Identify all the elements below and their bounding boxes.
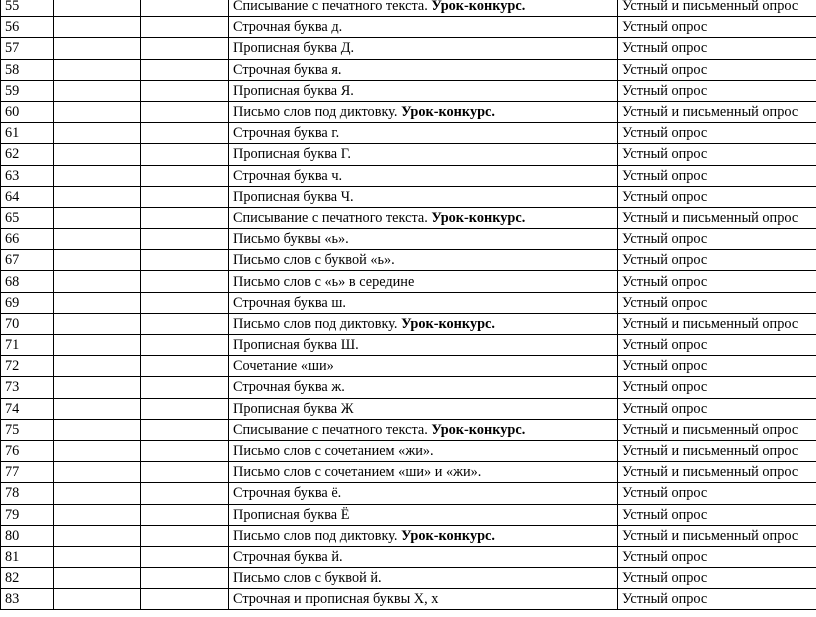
control-form-cell: Устный опрос — [618, 589, 816, 610]
control-form-cell: Устный опрос — [618, 250, 816, 271]
empty-cell — [141, 59, 229, 80]
empty-cell — [141, 123, 229, 144]
lesson-topic-text: Строчная буква й. — [233, 548, 343, 565]
empty-cell — [54, 462, 141, 483]
empty-cell — [141, 462, 229, 483]
empty-cell — [141, 17, 229, 38]
empty-cell — [141, 101, 229, 122]
table-row — [1, 80, 816, 101]
lesson-number-cell: 60 — [1, 101, 54, 122]
empty-cell — [54, 568, 141, 589]
empty-cell — [141, 335, 229, 356]
lesson-number-cell: 70 — [1, 313, 54, 334]
lesson-number-cell: 64 — [1, 186, 54, 207]
table-row — [1, 17, 816, 38]
lesson-number-cell: 78 — [1, 483, 54, 504]
lesson-topic-cell — [229, 335, 618, 356]
empty-cell — [54, 377, 141, 398]
lesson-topic-cell — [229, 207, 618, 228]
lesson-topic-text: Письмо слов под диктовку. — [233, 104, 402, 121]
control-form-cell: Устный опрос — [618, 186, 816, 207]
lesson-type-bold: Урок-конкурс. — [431, 0, 526, 15]
table-row — [1, 589, 816, 610]
lesson-number-cell: 57 — [1, 38, 54, 59]
empty-cell — [141, 144, 229, 165]
control-form-cell: Устный и письменный опрос — [618, 0, 816, 17]
table-row — [1, 123, 816, 144]
lesson-topic-text: Письмо слов под диктовку. — [233, 315, 402, 332]
lesson-topic-text: Письмо слов с сочетанием «жи». — [233, 443, 434, 460]
empty-cell — [54, 186, 141, 207]
empty-cell — [54, 356, 141, 377]
control-form-cell: Устный опрос — [618, 229, 816, 250]
control-form-cell: Устный и письменный опрос — [618, 462, 816, 483]
lesson-topic-cell — [229, 165, 618, 186]
lesson-number-cell: 59 — [1, 80, 54, 101]
control-form-cell: Устный опрос — [618, 568, 816, 589]
lesson-topic-text: Письмо слов с буквой й. — [233, 570, 382, 587]
empty-cell — [54, 546, 141, 567]
empty-cell — [141, 419, 229, 440]
table-row — [1, 250, 816, 271]
empty-cell — [141, 271, 229, 292]
control-form-cell: Устный опрос — [618, 504, 816, 525]
control-form-cell: Устный опрос — [618, 335, 816, 356]
lesson-topic-cell — [229, 101, 618, 122]
lesson-number-cell: 55 — [1, 0, 54, 17]
empty-cell — [141, 292, 229, 313]
table-row — [1, 525, 816, 546]
empty-cell — [141, 38, 229, 59]
lesson-plan-body — [1, 0, 816, 610]
lesson-number-cell: 62 — [1, 144, 54, 165]
table-row — [1, 546, 816, 567]
empty-cell — [141, 377, 229, 398]
lesson-number-cell: 77 — [1, 462, 54, 483]
lesson-topic-text: Письмо слов с буквой «ь». — [233, 252, 395, 269]
lesson-topic-cell — [229, 144, 618, 165]
control-form-cell: Устный опрос — [618, 144, 816, 165]
table-row — [1, 377, 816, 398]
empty-cell — [54, 207, 141, 228]
empty-cell — [54, 271, 141, 292]
empty-cell — [141, 504, 229, 525]
lesson-topic-cell — [229, 483, 618, 504]
lesson-topic-text: Прописная буква Ж — [233, 400, 354, 417]
empty-cell — [54, 440, 141, 461]
empty-cell — [54, 38, 141, 59]
lesson-topic-cell — [229, 229, 618, 250]
empty-cell — [141, 483, 229, 504]
empty-cell — [54, 335, 141, 356]
lesson-topic-cell — [229, 123, 618, 144]
lesson-number-cell: 68 — [1, 271, 54, 292]
lesson-number-cell: 56 — [1, 17, 54, 38]
lesson-topic-cell — [229, 377, 618, 398]
empty-cell — [141, 440, 229, 461]
table-row — [1, 165, 816, 186]
empty-cell — [141, 525, 229, 546]
lesson-topic-text: Строчная буква я. — [233, 61, 342, 78]
lesson-topic-text: Прописная буква Ё — [233, 506, 350, 523]
control-form-cell: Устный и письменный опрос — [618, 313, 816, 334]
control-form-cell: Устный и письменный опрос — [618, 419, 816, 440]
lesson-type-bold: Урок-конкурс. — [401, 527, 495, 544]
lesson-topic-cell — [229, 80, 618, 101]
table-row — [1, 229, 816, 250]
lesson-topic-text: Прописная буква Ш. — [233, 337, 359, 354]
lesson-number-cell: 74 — [1, 398, 54, 419]
lesson-type-bold: Урок-конкурс. — [431, 421, 526, 438]
control-form-cell: Устный и письменный опрос — [618, 440, 816, 461]
empty-cell — [54, 589, 141, 610]
control-form-cell: Устный опрос — [618, 377, 816, 398]
lesson-number-cell: 61 — [1, 123, 54, 144]
lesson-number-cell: 65 — [1, 207, 54, 228]
lesson-number-cell: 83 — [1, 589, 54, 610]
empty-cell — [54, 0, 141, 17]
control-form-cell: Устный опрос — [618, 271, 816, 292]
empty-cell — [141, 398, 229, 419]
lesson-topic-cell — [229, 398, 618, 419]
lesson-topic-cell — [229, 313, 618, 334]
empty-cell — [54, 144, 141, 165]
table-row — [1, 483, 816, 504]
table-row — [1, 144, 816, 165]
empty-cell — [54, 80, 141, 101]
empty-cell — [54, 292, 141, 313]
empty-cell — [54, 229, 141, 250]
lesson-topic-cell — [229, 589, 618, 610]
empty-cell — [141, 186, 229, 207]
table-row — [1, 0, 816, 17]
lesson-topic-text: Строчная буква ч. — [233, 167, 343, 184]
lesson-topic-text: Прописная буква Г. — [233, 146, 351, 163]
lesson-topic-text: Прописная буква Ч. — [233, 188, 354, 205]
table-row — [1, 38, 816, 59]
lesson-number-cell: 69 — [1, 292, 54, 313]
control-form-cell: Устный и письменный опрос — [618, 525, 816, 546]
empty-cell — [141, 80, 229, 101]
lesson-topic-cell — [229, 419, 618, 440]
empty-cell — [54, 398, 141, 419]
empty-cell — [54, 165, 141, 186]
empty-cell — [54, 419, 141, 440]
lesson-topic-text: Письмо слов с «ь» в середине — [233, 273, 415, 290]
lesson-topic-cell — [229, 38, 618, 59]
lesson-topic-cell — [229, 0, 618, 17]
lesson-topic-text: Списывание с печатного текста. — [233, 421, 432, 438]
control-form-cell: Устный и письменный опрос — [618, 207, 816, 228]
lesson-topic-cell — [229, 271, 618, 292]
lesson-topic-cell — [229, 440, 618, 461]
lesson-topic-text: Списывание с печатного текста. — [233, 209, 432, 226]
empty-cell — [141, 313, 229, 334]
lesson-topic-cell — [229, 525, 618, 546]
empty-cell — [141, 229, 229, 250]
control-form-cell: Устный опрос — [618, 546, 816, 567]
empty-cell — [54, 123, 141, 144]
empty-cell — [141, 568, 229, 589]
table-row — [1, 292, 816, 313]
lesson-number-cell: 81 — [1, 546, 54, 567]
lesson-topic-text: Письмо буквы «ь». — [233, 231, 349, 248]
table-row — [1, 207, 816, 228]
empty-cell — [141, 165, 229, 186]
lesson-topic-text: Письмо слов с сочетанием «ши» и «жи». — [233, 464, 482, 481]
lesson-topic-text: Письмо слов под диктовку. — [233, 527, 402, 544]
lesson-number-cell: 75 — [1, 419, 54, 440]
empty-cell — [54, 483, 141, 504]
lesson-number-cell: 79 — [1, 504, 54, 525]
table-row — [1, 313, 816, 334]
lesson-type-bold: Урок-конкурс. — [401, 315, 495, 332]
lesson-topic-cell — [229, 356, 618, 377]
table-row — [1, 440, 816, 461]
lesson-number-cell: 73 — [1, 377, 54, 398]
table-row — [1, 356, 816, 377]
empty-cell — [54, 313, 141, 334]
table-row — [1, 419, 816, 440]
lesson-number-cell: 80 — [1, 525, 54, 546]
table-row — [1, 186, 816, 207]
control-form-cell: Устный опрос — [618, 38, 816, 59]
lesson-topic-text: Строчная буква д. — [233, 19, 343, 36]
lesson-topic-text: Прописная буква Я. — [233, 82, 354, 99]
lesson-topic-text: Сочетание «ши» — [233, 358, 334, 375]
table-row — [1, 398, 816, 419]
lesson-number-cell: 71 — [1, 335, 54, 356]
lesson-type-bold: Урок-конкурс. — [401, 104, 495, 121]
lesson-topic-text: Строчная буква ё. — [233, 485, 342, 502]
table-row — [1, 271, 816, 292]
control-form-cell: Устный опрос — [618, 17, 816, 38]
empty-cell — [141, 250, 229, 271]
empty-cell — [141, 207, 229, 228]
empty-cell — [54, 17, 141, 38]
lesson-topic-text: Строчная буква ж. — [233, 379, 345, 396]
table-row — [1, 568, 816, 589]
empty-cell — [141, 589, 229, 610]
empty-cell — [141, 546, 229, 567]
control-form-cell: Устный опрос — [618, 356, 816, 377]
lesson-topic-cell — [229, 568, 618, 589]
control-form-cell: Устный опрос — [618, 165, 816, 186]
lesson-topic-text: Строчная буква г. — [233, 125, 340, 142]
lesson-topic-cell — [229, 546, 618, 567]
lesson-topic-cell — [229, 462, 618, 483]
lesson-topic-cell — [229, 504, 618, 525]
empty-cell — [141, 356, 229, 377]
table-row — [1, 504, 816, 525]
lesson-number-cell: 76 — [1, 440, 54, 461]
lesson-number-cell: 67 — [1, 250, 54, 271]
empty-cell — [54, 250, 141, 271]
lesson-topic-cell — [229, 59, 618, 80]
lesson-topic-cell — [229, 250, 618, 271]
control-form-cell: Устный опрос — [618, 398, 816, 419]
lesson-topic-text: Строчная и прописная буквы Х, х — [233, 591, 439, 608]
lesson-number-cell: 63 — [1, 165, 54, 186]
lesson-topic-text: Списывание с печатного текста. — [233, 0, 432, 15]
control-form-cell: Устный и письменный опрос — [618, 101, 816, 122]
lesson-number-cell: 72 — [1, 356, 54, 377]
lesson-type-bold: Урок-конкурс. — [431, 209, 526, 226]
empty-cell — [54, 59, 141, 80]
control-form-cell: Устный опрос — [618, 80, 816, 101]
lesson-topic-text: Строчная буква ш. — [233, 294, 346, 311]
control-form-cell: Устный опрос — [618, 292, 816, 313]
control-form-cell: Устный опрос — [618, 483, 816, 504]
lesson-topic-cell — [229, 17, 618, 38]
lesson-number-cell: 82 — [1, 568, 54, 589]
lesson-number-cell: 66 — [1, 229, 54, 250]
lesson-number-cell: 58 — [1, 59, 54, 80]
control-form-cell: Устный опрос — [618, 123, 816, 144]
empty-cell — [54, 101, 141, 122]
table-row — [1, 462, 816, 483]
empty-cell — [141, 0, 229, 17]
lesson-topic-text: Прописная буква Д. — [233, 40, 355, 57]
lesson-topic-cell — [229, 186, 618, 207]
lesson-topic-cell — [229, 292, 618, 313]
table-row — [1, 101, 816, 122]
empty-cell — [54, 504, 141, 525]
table-row — [1, 335, 816, 356]
table-row — [1, 59, 816, 80]
control-form-cell: Устный опрос — [618, 59, 816, 80]
empty-cell — [54, 525, 141, 546]
